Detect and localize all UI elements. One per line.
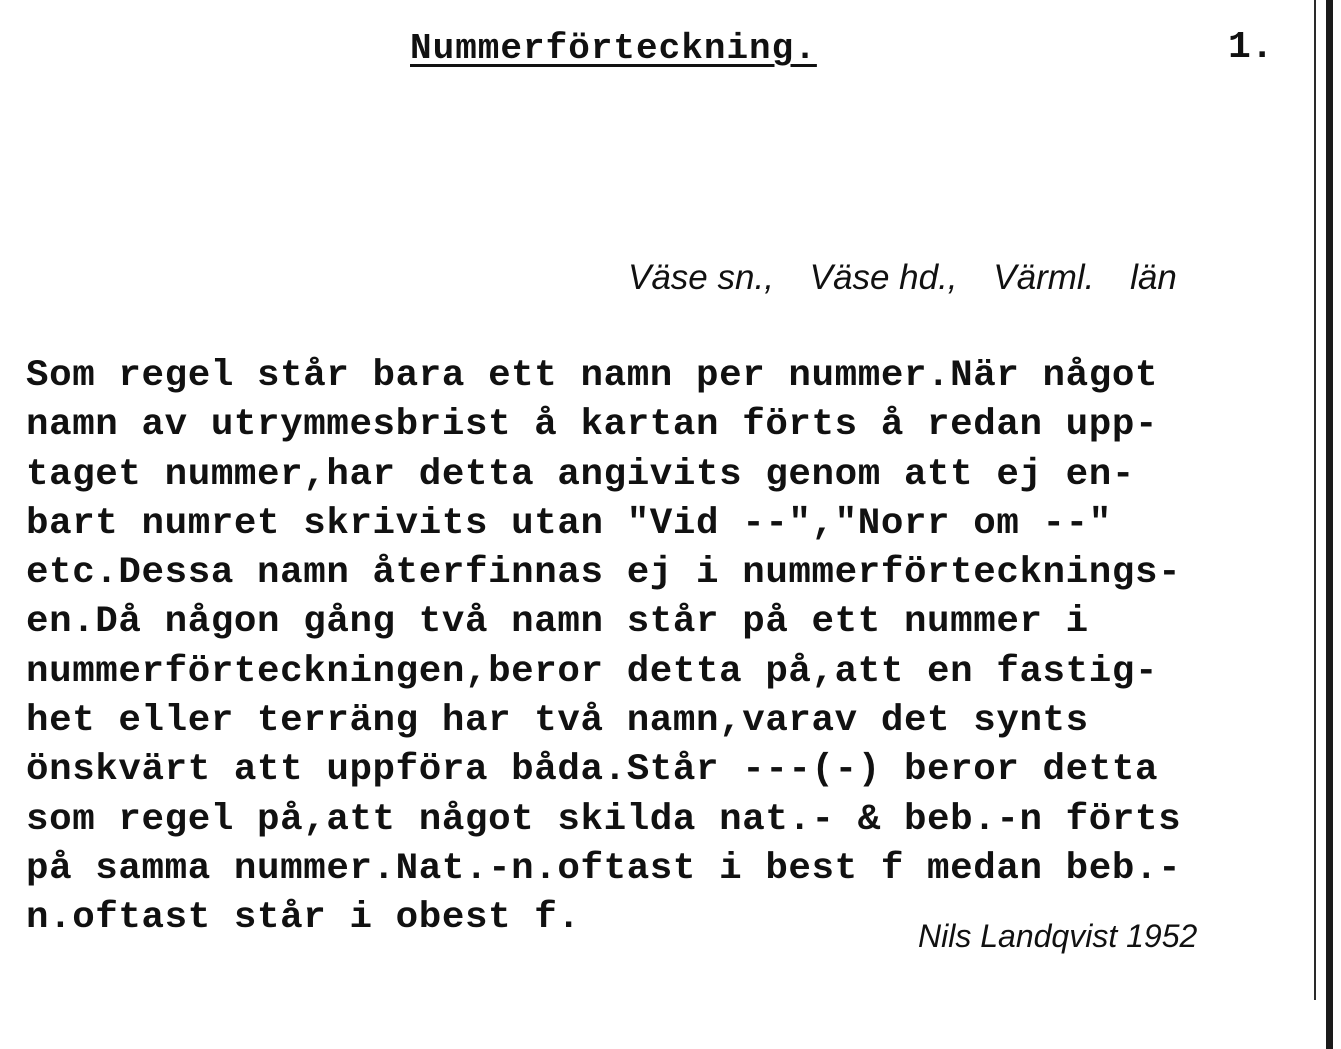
body-line: Som regel står bara ett namn per nummer.När något [26,355,1159,397]
body-line: önskvärt att uppföra båda.Står ---(-) beror detta [26,749,1159,792]
body-line: på samma nummer.Nat.-n.oftast i best f medan beb.- [26,847,1182,890]
location-parish: Väse sn., [628,258,774,297]
location-line [628,258,1177,298]
body-line: n.oftast står i obest f. [26,897,581,940]
body-line: som regel på,att något skilda nat.- & beb.-n förts [26,798,1182,841]
body-line: namn av utrymmesbrist å kartan förts å redan upp- [26,404,1159,447]
location-district: Väse hd., [809,258,958,297]
signature: Nils Landqvist 1952 [918,918,1198,954]
card-edge-shadow [1326,0,1333,1049]
location-county-abbrev: Värml. [993,258,1095,297]
body-line: bart numret skrivits utan "Vid --","Norr om --" [26,502,1112,545]
body-line: nummerförteckningen,beror detta på,att en fastig- [26,650,1159,693]
page-number: 1. [1228,26,1274,69]
body-line: het eller terräng har två namn,varav det synts [26,700,1089,743]
card-title: Nummerförteckning. [410,28,817,69]
body-line: taget nummer,har detta angivits genom att ej en- [26,453,1135,496]
body-paragraph [26,352,1326,944]
location-county-word: län [1130,258,1177,297]
body-line: etc.Dessa namn återfinnas ej i nummerförtecknings- [26,552,1182,595]
body-line: en.Då någon gång två namn står på ett nummer i [26,601,1089,644]
